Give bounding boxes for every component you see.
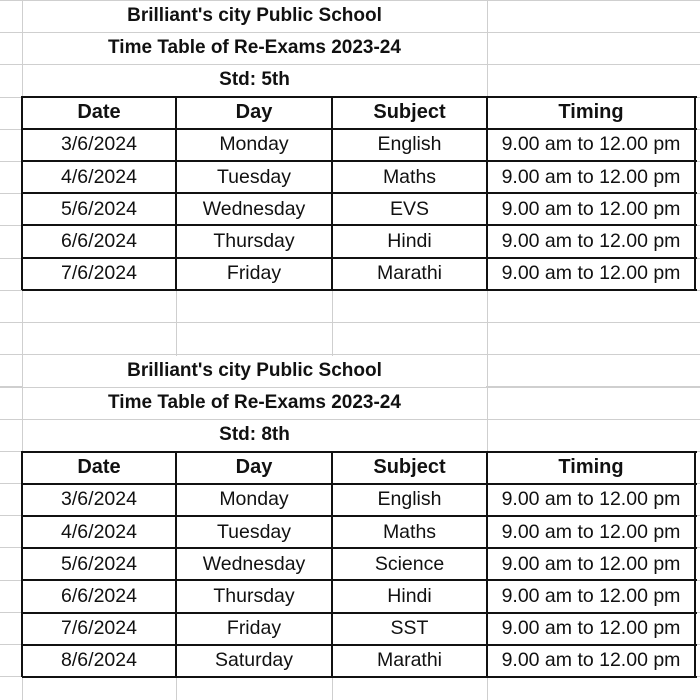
standard-label: Std: 8th: [219, 424, 290, 446]
column-header-timing: Timing: [558, 101, 624, 124]
cell-day: Tuesday: [216, 165, 292, 188]
cell-day: Wednesday: [202, 197, 306, 220]
cell-timing: 9.00 am to 12.00 pm: [501, 488, 681, 511]
cell-timing: 9.00 am to 12.00 pm: [501, 229, 681, 252]
cell-date: 4/6/2024: [61, 165, 137, 188]
cell-day: Thursday: [213, 584, 295, 607]
grid-row-line: [0, 322, 700, 323]
cell-day: Wednesday: [202, 552, 306, 575]
cell-date: 3/6/2024: [61, 133, 137, 156]
column-header-day: Day: [235, 101, 273, 124]
cell-subject: Marathi: [376, 649, 443, 672]
column-header-date: Date: [77, 456, 121, 479]
cell-timing: 9.00 am to 12.00 pm: [501, 133, 681, 156]
cell-day: Tuesday: [216, 520, 292, 543]
cell-day: Thursday: [213, 229, 295, 252]
cell-subject: English: [377, 488, 442, 511]
school-name: Brilliant's city Public School: [127, 5, 382, 27]
column-header-subject: Subject: [373, 456, 446, 479]
cell-subject: English: [377, 133, 442, 156]
cell-timing: 9.00 am to 12.00 pm: [501, 165, 681, 188]
cell-subject: Hindi: [387, 229, 432, 252]
cell-timing: 9.00 am to 12.00 pm: [501, 197, 681, 220]
cell-timing: 9.00 am to 12.00 pm: [501, 520, 681, 543]
cell-day: Friday: [226, 617, 282, 640]
cell-subject: SST: [390, 617, 429, 640]
school-name: Brilliant's city Public School: [127, 360, 382, 382]
cell-day: Monday: [219, 488, 289, 511]
cell-timing: 9.00 am to 12.00 pm: [501, 552, 681, 575]
cell-day: Saturday: [214, 649, 294, 672]
cell-date: 4/6/2024: [61, 520, 137, 543]
cell-date: 7/6/2024: [61, 262, 137, 285]
exam-title: Time Table of Re-Exams 2023-24: [108, 37, 401, 59]
cell-date: 5/6/2024: [61, 197, 137, 220]
cell-subject: Marathi: [376, 262, 443, 285]
cell-timing: 9.00 am to 12.00 pm: [501, 617, 681, 640]
column-header-day: Day: [235, 456, 273, 479]
column-header-subject: Subject: [373, 101, 446, 124]
column-header-timing: Timing: [558, 456, 624, 479]
cell-subject: Maths: [382, 520, 437, 543]
column-header-date: Date: [77, 101, 121, 124]
cell-timing: 9.00 am to 12.00 pm: [501, 584, 681, 607]
cell-timing: 9.00 am to 12.00 pm: [501, 262, 681, 285]
cell-date: 8/6/2024: [61, 649, 137, 672]
cell-day: Friday: [226, 262, 282, 285]
exam-title: Time Table of Re-Exams 2023-24: [108, 392, 401, 414]
cell-date: 6/6/2024: [61, 229, 137, 252]
cell-day: Monday: [219, 133, 289, 156]
standard-label: Std: 5th: [219, 69, 290, 91]
cell-date: 7/6/2024: [61, 617, 137, 640]
cell-date: 5/6/2024: [61, 552, 137, 575]
cell-date: 6/6/2024: [61, 584, 137, 607]
cell-subject: Science: [374, 552, 445, 575]
cell-timing: 9.00 am to 12.00 pm: [501, 649, 681, 672]
cell-subject: Hindi: [387, 584, 432, 607]
cell-subject: EVS: [389, 197, 430, 220]
cell-date: 3/6/2024: [61, 488, 137, 511]
cell-subject: Maths: [382, 165, 437, 188]
